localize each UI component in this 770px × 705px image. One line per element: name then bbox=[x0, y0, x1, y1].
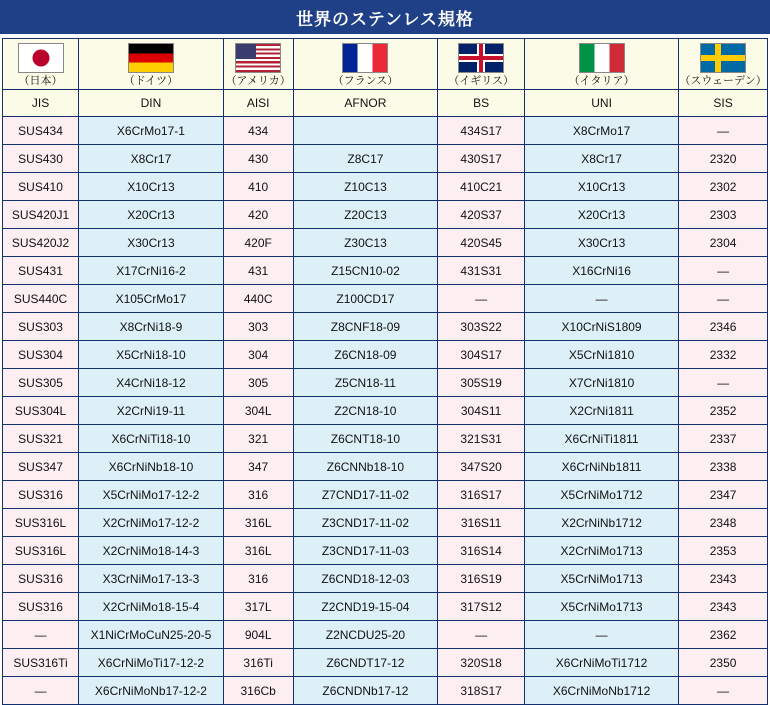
table-cell: 430 bbox=[223, 145, 293, 173]
flag-header-cell-uk bbox=[438, 39, 525, 90]
table-cell: X3CrNiMo17-13-3 bbox=[79, 565, 224, 593]
table-cell: Z10C13 bbox=[293, 173, 438, 201]
table-cell: Z5CN18-11 bbox=[293, 369, 438, 397]
table-row bbox=[3, 257, 768, 285]
table-row bbox=[3, 481, 768, 509]
table-row bbox=[3, 537, 768, 565]
table-cell: 316 bbox=[223, 565, 293, 593]
table-cell: X8Cr17 bbox=[524, 145, 678, 173]
table-cell: SUS420J2 bbox=[3, 229, 79, 257]
table-cell: 431S31 bbox=[438, 257, 525, 285]
table-cell: Z2CND19-15-04 bbox=[293, 593, 438, 621]
table-cell: — bbox=[679, 369, 768, 397]
table-cell: X5CrNi1810 bbox=[524, 341, 678, 369]
table-cell: Z2CN18-10 bbox=[293, 397, 438, 425]
table-cell: SUS304L bbox=[3, 397, 79, 425]
table-cell: 2303 bbox=[679, 201, 768, 229]
table-cell: 305S19 bbox=[438, 369, 525, 397]
flag-header-cell-japan bbox=[3, 39, 79, 90]
table-row bbox=[3, 453, 768, 481]
table-cell bbox=[293, 117, 438, 145]
table-cell: Z8CNF18-09 bbox=[293, 313, 438, 341]
table-cell: 305 bbox=[223, 369, 293, 397]
flag-sweden-icon bbox=[700, 43, 746, 73]
table-cell: — bbox=[679, 285, 768, 313]
flag-france-icon bbox=[342, 43, 388, 73]
table-cell: X10Cr13 bbox=[524, 173, 678, 201]
table-cell: SUS316 bbox=[3, 593, 79, 621]
table-cell: — bbox=[679, 677, 768, 705]
table-cell: 434S17 bbox=[438, 117, 525, 145]
table-row bbox=[3, 397, 768, 425]
table-cell: X2CrNiMo1713 bbox=[524, 537, 678, 565]
table-cell: 2332 bbox=[679, 341, 768, 369]
table-cell: Z100CD17 bbox=[293, 285, 438, 313]
table-cell: Z6CNT18-10 bbox=[293, 425, 438, 453]
table-cell: 347 bbox=[223, 453, 293, 481]
table-cell: Z20C13 bbox=[293, 201, 438, 229]
table-cell: Z3CND17-11-02 bbox=[293, 509, 438, 537]
country-label-japan: （日本） bbox=[18, 75, 63, 87]
table-cell: Z6CND18-12-03 bbox=[293, 565, 438, 593]
table-cell: X5CrNi18-10 bbox=[79, 341, 224, 369]
table-cell: Z30C13 bbox=[293, 229, 438, 257]
table-cell: X5CrNiMo17-12-2 bbox=[79, 481, 224, 509]
table-row bbox=[3, 341, 768, 369]
table-cell: 2352 bbox=[679, 397, 768, 425]
country-label-usa: （アメリカ） bbox=[225, 75, 291, 87]
table-cell: 420S45 bbox=[438, 229, 525, 257]
table-cell: 420S37 bbox=[438, 201, 525, 229]
table-cell: SUS316L bbox=[3, 537, 79, 565]
table-cell: 2304 bbox=[679, 229, 768, 257]
table-standard-header-row bbox=[3, 90, 768, 117]
flag-header-cell-france bbox=[293, 39, 438, 90]
table-cell: X105CrMo17 bbox=[79, 285, 224, 313]
table-cell: Z3CND17-11-03 bbox=[293, 537, 438, 565]
table-row bbox=[3, 229, 768, 257]
table-cell: X6CrNiTi1811 bbox=[524, 425, 678, 453]
table-cell: Z6CNDNb17-12 bbox=[293, 677, 438, 705]
standard-header-jis: JIS bbox=[3, 90, 79, 117]
table-cell: X30Cr13 bbox=[524, 229, 678, 257]
table-cell: 303 bbox=[223, 313, 293, 341]
table-cell: 2302 bbox=[679, 173, 768, 201]
table-cell: X30Cr13 bbox=[79, 229, 224, 257]
table-flag-header-row bbox=[3, 39, 768, 90]
table-cell: 904L bbox=[223, 621, 293, 649]
table-cell: SUS420J1 bbox=[3, 201, 79, 229]
table-cell: X8CrMo17 bbox=[524, 117, 678, 145]
table-cell: X6CrNiMoTi17-12-2 bbox=[79, 649, 224, 677]
flag-header-cell-sweden bbox=[679, 39, 768, 90]
table-cell: 410C21 bbox=[438, 173, 525, 201]
country-label-sweden: （スウェーデン） bbox=[679, 75, 767, 87]
country-label-italy: （イタリア） bbox=[568, 75, 635, 87]
table-cell: 304L bbox=[223, 397, 293, 425]
table-cell: X8CrNi18-9 bbox=[79, 313, 224, 341]
table-cell: Z6CNDT17-12 bbox=[293, 649, 438, 677]
table-cell: SUS304 bbox=[3, 341, 79, 369]
table-cell: X6CrMo17-1 bbox=[79, 117, 224, 145]
table-cell: SUS316 bbox=[3, 565, 79, 593]
table-cell: 317L bbox=[223, 593, 293, 621]
table-cell: X4CrNi18-12 bbox=[79, 369, 224, 397]
table-cell: X8Cr17 bbox=[79, 145, 224, 173]
table-cell: 317S12 bbox=[438, 593, 525, 621]
flag-header-cell-germany bbox=[79, 39, 224, 90]
table-cell: X7CrNi1810 bbox=[524, 369, 678, 397]
table-cell: — bbox=[3, 677, 79, 705]
table-cell: 321 bbox=[223, 425, 293, 453]
table-cell: X6CrNiTi18-10 bbox=[79, 425, 224, 453]
table-cell: — bbox=[679, 117, 768, 145]
table-cell: 316L bbox=[223, 537, 293, 565]
standard-header-aisi: AISI bbox=[223, 90, 293, 117]
table-cell: 316S11 bbox=[438, 509, 525, 537]
flag-italy-icon bbox=[579, 43, 625, 73]
table-row bbox=[3, 649, 768, 677]
table-cell: 410 bbox=[223, 173, 293, 201]
table-row bbox=[3, 145, 768, 173]
country-label-germany: （ドイツ） bbox=[123, 75, 179, 87]
table-cell: X10Cr13 bbox=[79, 173, 224, 201]
table-cell: 420 bbox=[223, 201, 293, 229]
table-cell: 316Cb bbox=[223, 677, 293, 705]
table-cell: X16CrNi16 bbox=[524, 257, 678, 285]
table-cell: 440C bbox=[223, 285, 293, 313]
table-cell: 321S31 bbox=[438, 425, 525, 453]
table-cell: Z6CN18-09 bbox=[293, 341, 438, 369]
table-cell: X6CrNiMoNb17-12-2 bbox=[79, 677, 224, 705]
table-cell: — bbox=[524, 285, 678, 313]
standard-header-sis: SIS bbox=[679, 90, 768, 117]
table-row bbox=[3, 425, 768, 453]
table-body bbox=[3, 117, 768, 705]
table-row bbox=[3, 313, 768, 341]
table-cell: Z15CN10-02 bbox=[293, 257, 438, 285]
table-row bbox=[3, 201, 768, 229]
table-row bbox=[3, 369, 768, 397]
table-cell: SUS347 bbox=[3, 453, 79, 481]
table-cell: 316 bbox=[223, 481, 293, 509]
table-cell: SUS316L bbox=[3, 509, 79, 537]
flag-usa-icon bbox=[235, 43, 281, 73]
country-label-france: （フランス） bbox=[332, 75, 399, 87]
stainless-standards-table bbox=[2, 38, 768, 705]
standard-header-uni: UNI bbox=[524, 90, 678, 117]
table-cell: X1NiCrMoCuN25-20-5 bbox=[79, 621, 224, 649]
table-cell: 431 bbox=[223, 257, 293, 285]
table-cell: X6CrNiMoNb1712 bbox=[524, 677, 678, 705]
table-cell: X2CrNiMo17-12-2 bbox=[79, 509, 224, 537]
table-cell: X20Cr13 bbox=[79, 201, 224, 229]
table-cell: X20Cr13 bbox=[524, 201, 678, 229]
table-cell: 2320 bbox=[679, 145, 768, 173]
table-cell: 303S22 bbox=[438, 313, 525, 341]
table-row bbox=[3, 117, 768, 145]
table-cell: 2347 bbox=[679, 481, 768, 509]
table-cell: Z7CND17-11-02 bbox=[293, 481, 438, 509]
table-cell: 420F bbox=[223, 229, 293, 257]
table-cell: — bbox=[3, 621, 79, 649]
table-cell: SUS316 bbox=[3, 481, 79, 509]
table-cell: X10CrNiS1809 bbox=[524, 313, 678, 341]
table-cell: X6CrNiMoTi1712 bbox=[524, 649, 678, 677]
table-row bbox=[3, 593, 768, 621]
standard-header-afnor: AFNOR bbox=[293, 90, 438, 117]
table-cell: 318S17 bbox=[438, 677, 525, 705]
standard-header-bs: BS bbox=[438, 90, 525, 117]
table-cell: Z2NCDU25-20 bbox=[293, 621, 438, 649]
table-cell: SUS316Ti bbox=[3, 649, 79, 677]
table-cell: 304 bbox=[223, 341, 293, 369]
table-cell: 2343 bbox=[679, 565, 768, 593]
table-cell: X2CrNiMo18-15-4 bbox=[79, 593, 224, 621]
table-cell: X17CrNi16-2 bbox=[79, 257, 224, 285]
table-row bbox=[3, 621, 768, 649]
table-cell: X6CrNiNb18-10 bbox=[79, 453, 224, 481]
standard-header-din: DIN bbox=[79, 90, 224, 117]
table-cell: Z8C17 bbox=[293, 145, 438, 173]
table-row bbox=[3, 565, 768, 593]
flag-header-cell-italy bbox=[524, 39, 678, 90]
table-cell: SUS434 bbox=[3, 117, 79, 145]
table-cell: 430S17 bbox=[438, 145, 525, 173]
table-cell: 316S17 bbox=[438, 481, 525, 509]
table-cell: 434 bbox=[223, 117, 293, 145]
table-cell: SUS430 bbox=[3, 145, 79, 173]
page-title: 世界のステンレス規格 bbox=[296, 9, 474, 29]
table-cell: 347S20 bbox=[438, 453, 525, 481]
table-cell: 2350 bbox=[679, 649, 768, 677]
table-cell: 316S19 bbox=[438, 565, 525, 593]
page-title-bar bbox=[0, 0, 770, 34]
table-row bbox=[3, 677, 768, 705]
table-cell: 2348 bbox=[679, 509, 768, 537]
flag-header-cell-usa bbox=[223, 39, 293, 90]
country-label-uk: （イギリス） bbox=[448, 75, 514, 87]
table-cell: SUS303 bbox=[3, 313, 79, 341]
table-row bbox=[3, 173, 768, 201]
table-cell: 2337 bbox=[679, 425, 768, 453]
table-cell: X6CrNiNb1811 bbox=[524, 453, 678, 481]
table-cell: 304S11 bbox=[438, 397, 525, 425]
table-row bbox=[3, 285, 768, 313]
table-cell: X2CrNiNb1712 bbox=[524, 509, 678, 537]
table-cell: SUS410 bbox=[3, 173, 79, 201]
flag-japan-icon bbox=[18, 43, 64, 73]
table-row bbox=[3, 509, 768, 537]
table-cell: 316L bbox=[223, 509, 293, 537]
table-cell: X2CrNi19-11 bbox=[79, 397, 224, 425]
table-cell: SUS305 bbox=[3, 369, 79, 397]
table-cell: SUS440C bbox=[3, 285, 79, 313]
table-cell: X5CrNiMo1713 bbox=[524, 565, 678, 593]
flag-germany-icon bbox=[128, 43, 174, 73]
table-cell: SUS321 bbox=[3, 425, 79, 453]
table-cell: SUS431 bbox=[3, 257, 79, 285]
table-cell: — bbox=[524, 621, 678, 649]
table-cell: 2353 bbox=[679, 537, 768, 565]
table-cell: 320S18 bbox=[438, 649, 525, 677]
table-cell: 316Ti bbox=[223, 649, 293, 677]
table-cell: 316S14 bbox=[438, 537, 525, 565]
table-cell: X5CrNiMo1712 bbox=[524, 481, 678, 509]
table-cell: 2346 bbox=[679, 313, 768, 341]
table-cell: 2338 bbox=[679, 453, 768, 481]
table-cell: 2343 bbox=[679, 593, 768, 621]
table-cell: 304S17 bbox=[438, 341, 525, 369]
table-cell: — bbox=[679, 257, 768, 285]
table-cell: — bbox=[438, 621, 525, 649]
table-cell: X5CrNiMo1713 bbox=[524, 593, 678, 621]
table-cell: X2CrNiMo18-14-3 bbox=[79, 537, 224, 565]
flag-uk-icon bbox=[458, 43, 504, 73]
table-cell: — bbox=[438, 285, 525, 313]
table-cell: 2362 bbox=[679, 621, 768, 649]
table-cell: Z6CNNb18-10 bbox=[293, 453, 438, 481]
table-cell: X2CrNi1811 bbox=[524, 397, 678, 425]
